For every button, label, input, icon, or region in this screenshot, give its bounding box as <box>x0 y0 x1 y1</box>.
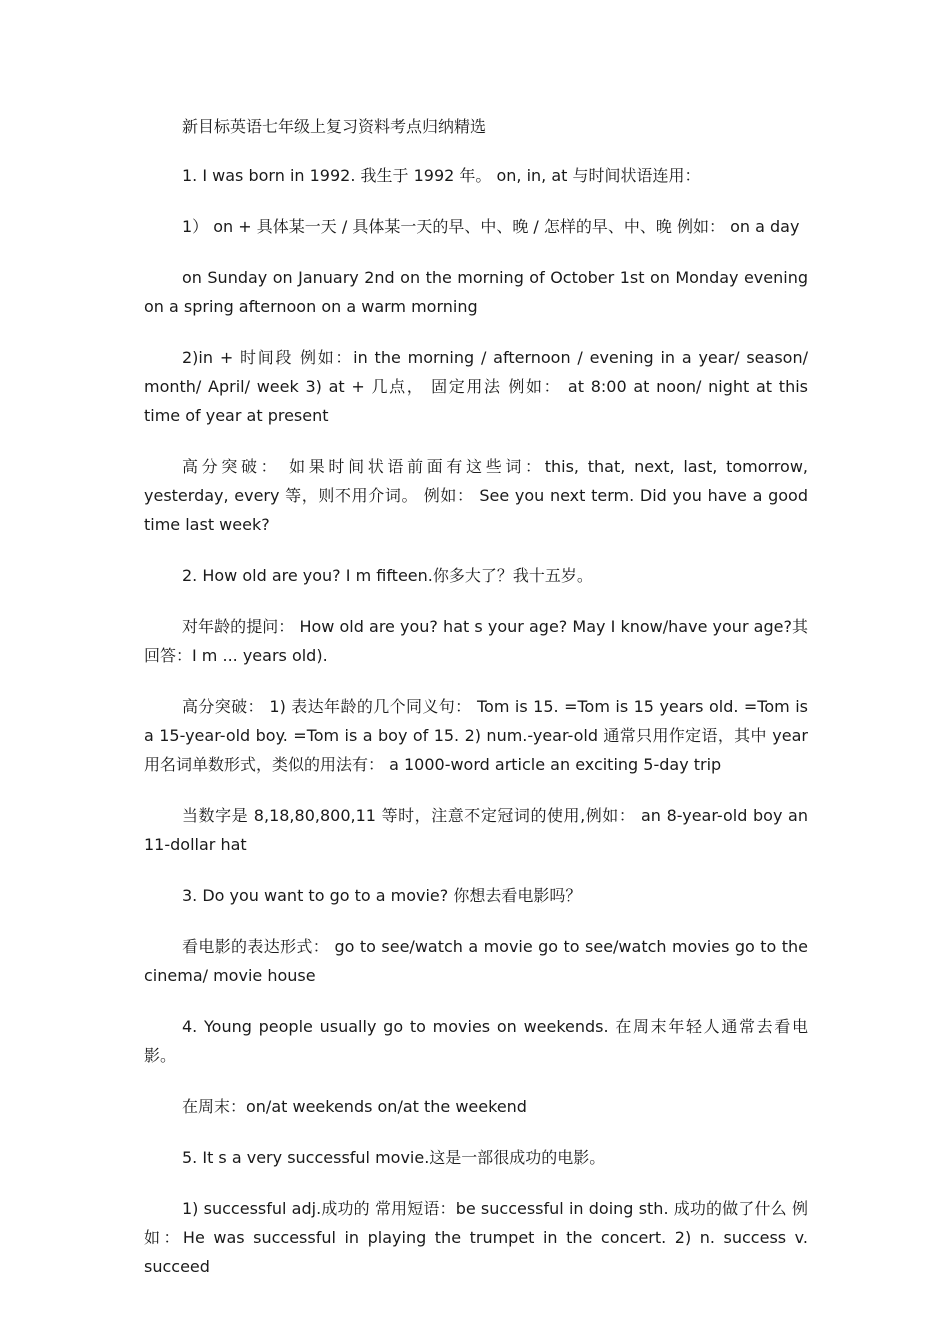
paragraph: 看电影的表达形式： go to see/watch a movie go to see/watch movies go to the cinema/ movie house <box>144 937 808 985</box>
paragraph: 2. How old are you? I m fifteen.你多大了？我十五岁。 <box>182 566 593 585</box>
paragraph: 1) successful adj.成功的 常用短语：be successful in doing sth. 成功的做了什么 例如：He was successful in playing the trumpet in the concert. 2) n. success v. succeed <box>144 1199 808 1276</box>
paragraph: 3. Do you want to go to a movie? 你想去看电影吗？ <box>182 886 582 905</box>
paragraph: 对年龄的提问： How old are you? hat s your age? May I know/have your age?其回答：I m ... years old). <box>144 617 808 665</box>
paragraph: 在周末：on/at weekends on/at the weekend <box>182 1097 527 1116</box>
paragraph: 2)in + 时间段 例如：in the morning / afternoon / evening in a year/ season/ month/ April/ week 3) at + 几点， 固定用法 例如： at 8:00 at noon/ night at this time of year at present <box>144 348 808 425</box>
paragraph: 高分突破： 1) 表达年龄的几个同义句： Tom is 15. =Tom is 15 years old. =Tom is a 15-year-old boy. =Tom is a boy of 15. 2) num.-year-old 通常只用作定语，其中 year 用名词单数形式，类似的用法有： a 1000-word article an exciting 5-day trip <box>144 697 808 774</box>
document-title: 新目标英语七年级上复习资料考点归纳精选 <box>182 117 487 136</box>
paragraph: on Sunday on January 2nd on the morning of October 1st on Monday evening on a spring afternoon on a warm morning <box>144 268 808 316</box>
paragraph: 5. It s a very successful movie.这是一部很成功的电影。 <box>182 1148 606 1167</box>
paragraph: 4. Young people usually go to movies on weekends. 在周末年轻人通常去看电影。 <box>144 1017 808 1065</box>
paragraph: 高分突破： 如果时间状语前面有这些词：this, that, next, last, tomorrow, yesterday, every 等，则不用介词。 例如： See you next term. Did you have a good time last week? <box>144 457 808 534</box>
paragraph: 1. I was born in 1992. 我生于 1992 年。 on, in, at 与时间状语连用： <box>182 166 701 185</box>
paragraph: 当数字是 8,18,80,800,11 等时，注意不定冠词的使用,例如： an 8-year-old boy an 11-dollar hat <box>144 806 808 854</box>
document-page <box>144 112 808 1303</box>
paragraph: 1） on + 具体某一天 / 具体某一天的早、中、晚 / 怎样的早、中、晚 例如： on a day <box>182 217 800 236</box>
